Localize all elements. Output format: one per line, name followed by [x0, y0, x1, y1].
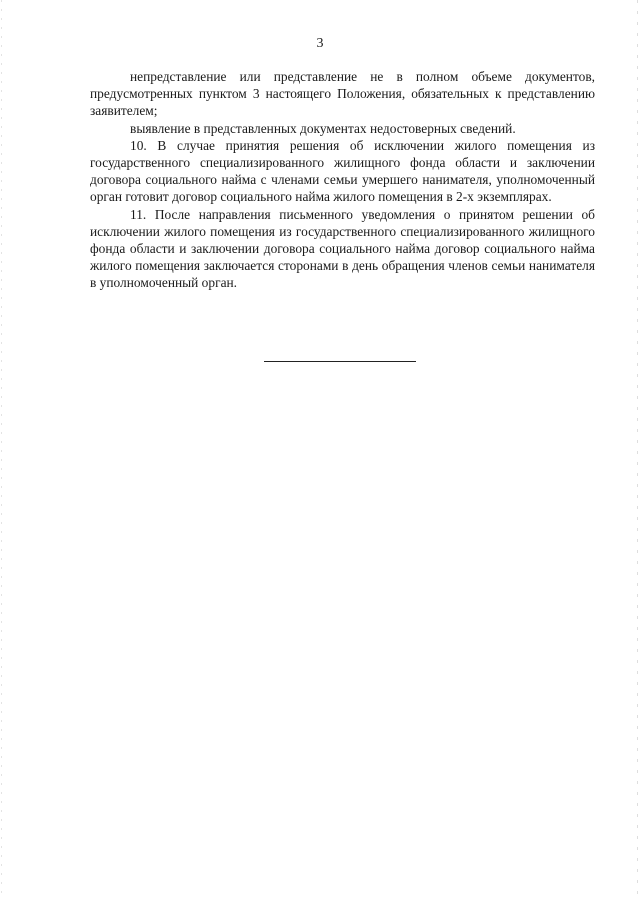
- paragraph-nonsubmission: непредставление или представление не в полном объеме документов, предусмотренных пунктом 3 настоящего Положения, обязательных к представлению заявителем;: [90, 69, 595, 119]
- paragraph-unreliable-info: выявление в представленных документах недостоверных сведений.: [130, 120, 516, 136]
- scan-edge-left: [1, 0, 2, 899]
- end-separator-line: [264, 361, 416, 362]
- paragraph-clause-11: 11. После направления письменного уведомления о принятом решении об исключении жилого помещения из государственного специализированного жилищного фонда области и заключении договора социального найма договор социального найма жилого помещения заключается сторонами в день обращения членов семьи нанимателя в уполномоченный орган.: [90, 206, 595, 291]
- paragraph-clause-10: 10. В случае принятия решения об исключении жилого помещения из государственного специализированного жилищного фонда области и заключении договора социального найма с членами семьи умершего нанимателя, уполномоченный орган готовит договор социального найма жилого помещения в 2-х экземплярах.: [90, 137, 595, 205]
- page-number: 3: [316, 36, 324, 51]
- document-body: [90, 68, 595, 292]
- scan-edge-right: [637, 0, 638, 899]
